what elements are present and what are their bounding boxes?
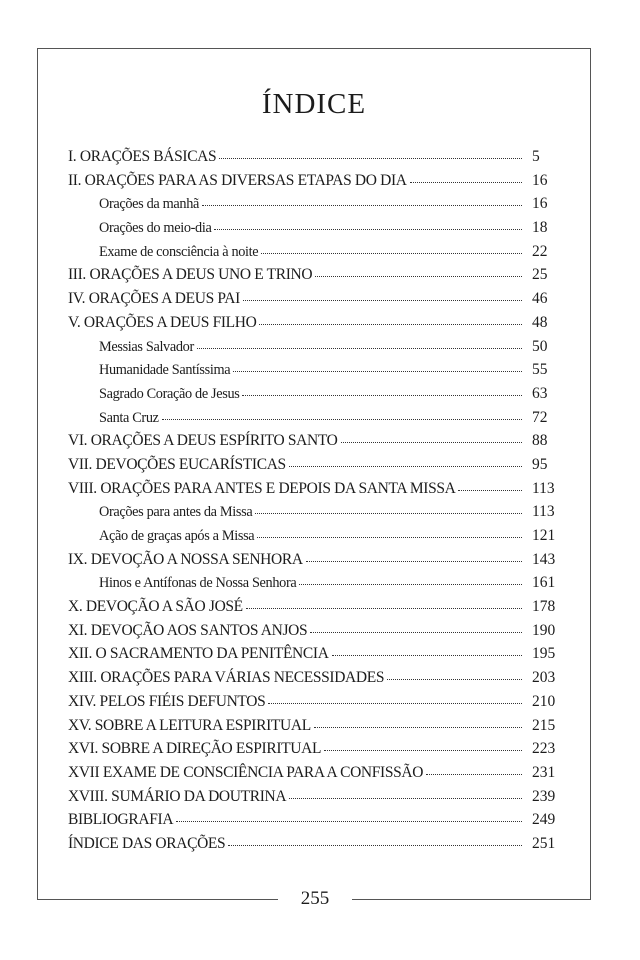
toc-dot-leader [228,845,522,846]
toc-entry[interactable] [68,761,568,785]
page-title: ÍNDICE [261,88,367,120]
toc-entry-page: 25 [532,266,548,284]
toc-entry-label: ÍNDICE DAS ORAÇÕES [68,834,226,852]
toc-entry[interactable] [68,595,568,619]
toc-entry-page: 50 [532,337,548,355]
frame-bottom-rule-left [37,899,278,900]
toc-entry-page: 72 [532,408,548,426]
toc-dot-leader [162,419,522,420]
toc-entry[interactable] [68,642,568,666]
toc-dot-leader [261,253,522,254]
toc-entry-page: 251 [532,834,556,852]
toc-entry-label: IV. ORAÇÕES A DEUS PAI [68,290,240,308]
toc-entry-label: VIII. ORAÇÕES PARA ANTES E DEPOIS DA SANTA MISSA [68,479,456,497]
toc-dot-leader [289,798,522,799]
toc-dot-leader [243,300,522,301]
toc-subentry[interactable] [68,192,568,216]
toc-entry-label: Orações do meio-dia [99,220,212,237]
toc-entry-label: X. DEVOÇÃO A SÃO JOSÉ [68,598,243,616]
toc-dot-leader [324,750,522,751]
toc-dot-leader [306,561,522,562]
toc-entry[interactable] [68,785,568,809]
toc-entry-page: 223 [532,740,556,758]
toc-entry-label: XVI. SOBRE A DIREÇÃO ESPIRITUAL [68,740,322,758]
toc-entry[interactable] [68,169,568,193]
toc-entry-label: BIBLIOGRAFIA [68,811,174,829]
toc-subentry[interactable] [68,500,568,524]
toc-dot-leader [233,371,522,372]
toc-dot-leader [458,490,522,491]
toc-entry-page: 48 [532,313,548,331]
toc-entry-label: XVII EXAME DE CONSCIÊNCIA PARA A CONFISSÃO [68,763,424,781]
toc-entry-page: 63 [532,384,548,402]
toc-entry-label: XIV. PELOS FIÉIS DEFUNTOS [68,692,266,710]
toc-dot-leader [202,205,522,206]
toc-entry-label: Exame de consciência à noite [99,243,259,260]
toc-entry-page: 5 [532,148,540,165]
toc-entry-label: Hinos e Antífonas de Nossa Senhora [99,575,297,592]
toc-dot-leader [315,276,522,277]
toc-entry-label: Santa Cruz [99,409,159,426]
toc-dot-leader [410,182,522,183]
toc-dot-leader [259,324,522,325]
toc-entry-page: 88 [532,432,548,450]
toc-entry-page: 190 [532,621,556,639]
toc-entry-label: II. ORAÇÕES PARA AS DIVERSAS ETAPAS DO DIA [68,171,407,189]
toc-entry-label: XV. SOBRE A LEITURA ESPIRITUAL [68,716,311,734]
toc-subentry[interactable] [68,406,568,430]
toc-entry[interactable] [68,311,568,335]
toc-dot-leader [219,158,522,159]
toc-entry[interactable] [68,287,568,311]
toc-entry-label: XVIII. SUMÁRIO DA DOUTRINA [68,787,287,805]
toc-entry-page: 249 [532,811,556,829]
toc-dot-leader [257,537,522,538]
frame-bottom-rule-right [352,899,591,900]
toc-entry[interactable] [68,737,568,761]
toc-subentry[interactable] [68,382,568,406]
toc-dot-leader [246,608,522,609]
toc-entry-page: 55 [532,361,548,379]
toc-dot-leader [387,679,522,680]
toc-entry-page: 231 [532,763,556,781]
toc-subentry[interactable] [68,335,568,359]
toc-entry[interactable] [68,619,568,643]
toc-dot-leader [289,466,522,467]
toc-dot-leader [176,821,522,822]
toc-dot-leader [197,348,522,349]
toc-dot-leader [255,513,522,514]
toc-dot-leader [314,727,522,728]
toc-dot-leader [310,632,522,633]
toc-entry[interactable] [68,263,568,287]
toc-entry-label: I. ORAÇÕES BÁSICAS [68,148,217,165]
toc-entry-page: 178 [532,598,556,616]
toc-entry[interactable] [68,714,568,738]
page-number: 255 [300,888,330,909]
toc-entry-page: 46 [532,290,548,308]
toc-dot-leader [268,703,522,704]
toc-entry[interactable] [68,808,568,832]
toc-entry-page: 210 [532,692,556,710]
table-of-contents [68,145,568,856]
toc-dot-leader [332,655,522,656]
toc-entry-label: III. ORAÇÕES A DEUS UNO E TRINO [68,266,313,284]
toc-subentry[interactable] [68,240,568,264]
toc-subentry[interactable] [68,216,568,240]
toc-entry-page: 239 [532,787,556,805]
toc-entry-page: 22 [532,242,548,260]
toc-entry-page: 195 [532,645,556,663]
toc-dot-leader [299,584,522,585]
toc-subentry[interactable] [68,358,568,382]
toc-dot-leader [214,229,522,230]
toc-entry-label: XIII. ORAÇÕES PARA VÁRIAS NECESSIDADES [68,669,385,687]
toc-entry-label: Messias Salvador [99,338,194,355]
toc-entry-page: 161 [532,574,556,592]
toc-entry-page: 215 [532,716,556,734]
toc-entry-page: 203 [532,669,556,687]
toc-entry-label: XII. O SACRAMENTO DA PENITÊNCIA [68,645,329,663]
toc-entry[interactable] [68,666,568,690]
toc-entry[interactable] [68,429,568,453]
toc-dot-leader [341,442,522,443]
toc-entry-label: VII. DEVOÇÕES EUCARÍSTICAS [68,455,286,473]
toc-subentry[interactable] [68,571,568,595]
toc-entry-page: 95 [532,455,548,473]
toc-entry[interactable] [68,145,568,169]
toc-entry-label: Orações para antes da Missa [99,504,253,521]
toc-dot-leader [242,395,522,396]
toc-entry-page: 121 [532,527,556,544]
toc-entry-label: V. ORAÇÕES A DEUS FILHO [68,313,257,331]
toc-entry-page: 16 [532,195,548,213]
toc-entry-label: Orações da manhã [99,196,199,213]
toc-entry-label: Sagrado Coração de Jesus [99,385,240,402]
toc-entry-label: VI. ORAÇÕES A DEUS ESPÍRITO SANTO [68,432,338,450]
toc-entry-page: 143 [532,550,556,568]
toc-entry-page: 113 [532,479,555,497]
toc-entry-page: 16 [532,171,548,189]
toc-entry-page: 113 [532,503,555,521]
toc-entry-label: Humanidade Santíssima [99,362,231,379]
toc-entry-label: IX. DEVOÇÃO A NOSSA SENHORA [68,550,303,568]
toc-entry[interactable] [68,548,568,572]
toc-subentry[interactable] [68,524,568,548]
toc-dot-leader [426,774,522,775]
toc-entry[interactable] [68,477,568,501]
toc-entry-label: Ação de graças após a Missa [99,528,255,544]
toc-entry-label: XI. DEVOÇÃO AOS SANTOS ANJOS [68,621,308,639]
toc-entry[interactable] [68,690,568,714]
toc-entry[interactable] [68,453,568,477]
toc-entry-page: 18 [532,219,548,237]
toc-entry[interactable] [68,832,568,856]
